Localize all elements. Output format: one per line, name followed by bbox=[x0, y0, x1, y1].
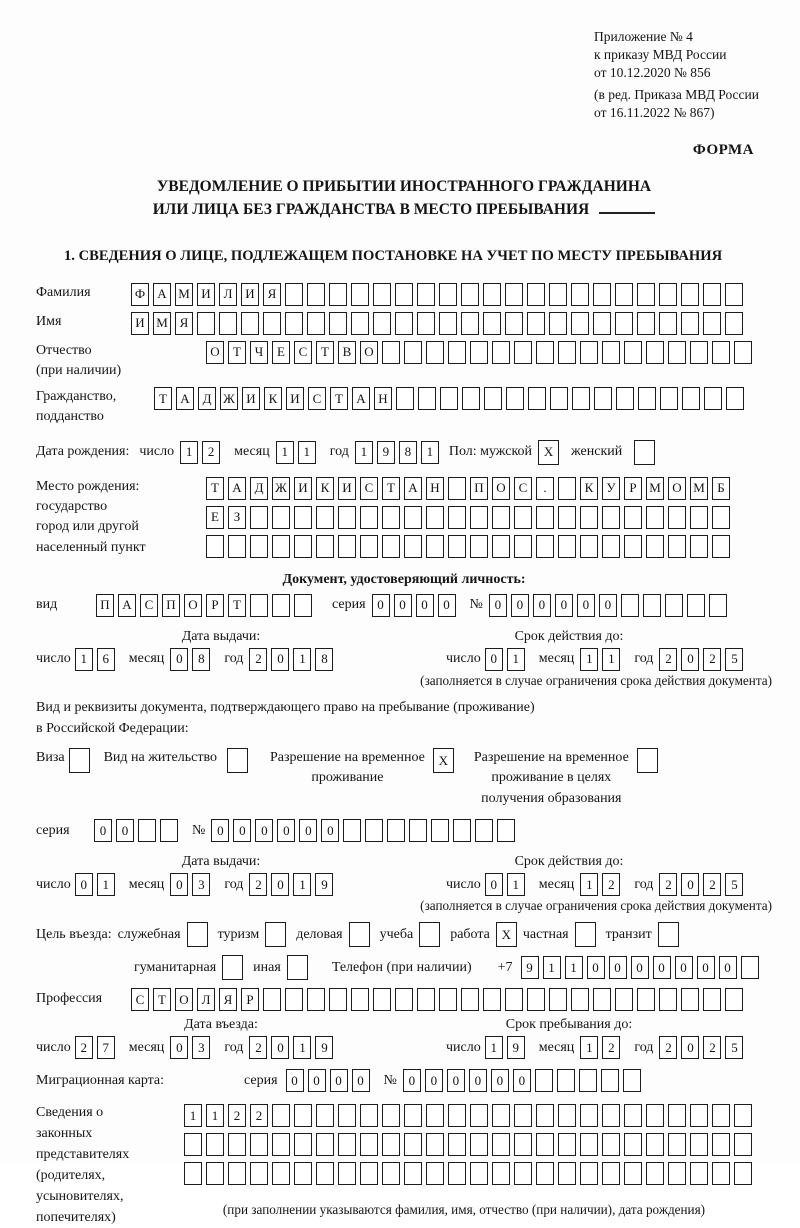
permit-number-label: № bbox=[192, 822, 206, 838]
permit-valid-day-input[interactable]: 0 1 bbox=[485, 873, 529, 896]
stay-month-label: месяц bbox=[538, 1039, 575, 1055]
phone-input[interactable]: 9 1 1 0 0 0 0 0 0 0 bbox=[521, 956, 763, 979]
permit-issue-date-heading: Дата выдачи: bbox=[181, 854, 261, 870]
residence-permit-checkbox[interactable] bbox=[227, 748, 248, 773]
representatives-input-row1[interactable]: 1 1 2 2 bbox=[184, 1104, 756, 1127]
purpose-commercial-checkbox[interactable] bbox=[349, 922, 370, 947]
permit-issue-year-input[interactable]: 2 0 1 9 bbox=[249, 873, 337, 896]
given-name-label: Имя bbox=[36, 313, 62, 329]
purpose-private-checkbox[interactable] bbox=[575, 922, 596, 947]
entry-day-input[interactable]: 2 7 bbox=[75, 1036, 119, 1059]
doc-issue-year-label: год bbox=[224, 651, 244, 667]
residence-doc-intro: Вид и реквизиты документа, подтверждающего право на пребывание (проживание) в Российской Федерации: bbox=[36, 699, 535, 737]
permit-issue-year-label: год bbox=[224, 876, 244, 892]
purpose-humanitarian-label: гуманитарная bbox=[134, 959, 217, 975]
given-name-input[interactable]: И М Я bbox=[131, 312, 747, 335]
appendix-line: к приказу МВД России bbox=[594, 46, 727, 62]
patronymic-note: (при наличии) bbox=[36, 362, 122, 378]
birthplace-input-row1[interactable]: Т А Д Ж И К И С Т А Н П О С . К У Р М О М Б bbox=[206, 477, 734, 500]
doc-valid-day-label: число bbox=[446, 651, 481, 667]
entry-month-label: месяц bbox=[128, 1039, 165, 1055]
purpose-tourism-checkbox[interactable] bbox=[265, 922, 286, 947]
doc-valid-month-input[interactable]: 1 1 bbox=[580, 648, 624, 671]
sex-male-label: Пол: мужской bbox=[448, 444, 533, 460]
purpose-private-label: частная bbox=[522, 926, 569, 942]
residence-permit-label: Вид на жительство bbox=[103, 750, 217, 766]
surname-input[interactable]: Ф А М И Л И Я bbox=[131, 283, 747, 306]
purpose-tourism-label: туризм bbox=[217, 926, 260, 942]
entry-date-heading: Дата въезда: bbox=[184, 1017, 258, 1033]
patronymic-label: Отчество (при наличии) bbox=[36, 341, 206, 382]
sex-female-checkbox[interactable] bbox=[634, 440, 655, 465]
permit-valid-year-label: год bbox=[634, 876, 654, 892]
entry-month-input[interactable]: 0 3 bbox=[170, 1036, 214, 1059]
form-title-line2: ИЛИ ЛИЦА БЕЗ ГРАЖДАНСТВА В МЕСТО ПРЕБЫВАНИЯ bbox=[152, 201, 590, 219]
entry-year-input[interactable]: 2 0 1 9 bbox=[249, 1036, 337, 1059]
stay-day-input[interactable]: 1 9 bbox=[485, 1036, 529, 1059]
permit-valid-day-label: число bbox=[446, 876, 481, 892]
stay-year-label: год bbox=[634, 1039, 654, 1055]
purpose-humanitarian-checkbox[interactable] bbox=[222, 955, 243, 980]
sex-female-label: женский bbox=[571, 444, 623, 460]
doc-valid-year-label: год bbox=[634, 651, 654, 667]
doc-issue-month-label: месяц bbox=[128, 651, 165, 667]
purpose-transit-label: транзит bbox=[605, 926, 652, 942]
permit-seriya-input[interactable]: 0 0 bbox=[94, 819, 182, 842]
doc-valid-day-input[interactable]: 0 1 bbox=[485, 648, 529, 671]
birth-year-label: год bbox=[329, 444, 349, 460]
visa-label: Виза bbox=[36, 750, 65, 766]
patronymic-input[interactable]: О Т Ч Е С Т В О bbox=[206, 341, 756, 364]
birth-month-input[interactable]: 1 1 bbox=[276, 441, 320, 464]
doc-issue-day-label: число bbox=[36, 651, 71, 667]
profession-input[interactable]: С Т О Л Я Р bbox=[131, 988, 747, 1011]
entry-year-label: год bbox=[224, 1039, 244, 1055]
edu-residence-permit-checkbox[interactable] bbox=[637, 748, 658, 773]
purpose-work-checkbox[interactable]: X bbox=[496, 922, 517, 947]
visa-checkbox[interactable] bbox=[69, 748, 90, 773]
form-title-line1: УВЕДОМЛЕНИЕ О ПРИБЫТИИ ИНОСТРАННОГО ГРАЖДАНИНА bbox=[156, 178, 652, 196]
citizenship-input[interactable]: Т А Д Ж И К И С Т А Н bbox=[154, 387, 748, 410]
doc-validity-note: (заполняется в случае ограничения срока действия документа) bbox=[420, 672, 772, 688]
permit-seriya-label: серия bbox=[36, 822, 70, 838]
title-blank-underline bbox=[599, 198, 655, 214]
doc-valid-until-heading: Срок действия до: bbox=[514, 628, 624, 644]
purpose-work-label: работа bbox=[450, 926, 490, 942]
purpose-label: Цель въезда: bbox=[36, 926, 112, 942]
permit-issue-day-label: число bbox=[36, 876, 71, 892]
stay-day-label: число bbox=[446, 1039, 481, 1055]
temp-residence-permit-label: Разрешение на временное проживание bbox=[269, 750, 425, 786]
permit-valid-month-input[interactable]: 1 2 bbox=[580, 873, 624, 896]
permit-valid-year-input[interactable]: 2 0 2 5 bbox=[659, 873, 747, 896]
phone-label: Телефон (при наличии) bbox=[331, 959, 472, 975]
stay-until-heading: Срок пребывания до: bbox=[505, 1017, 633, 1033]
appendix-line: Приложение № 4 bbox=[594, 29, 693, 44]
representatives-input-row3[interactable] bbox=[184, 1162, 756, 1185]
purpose-other-label: иная bbox=[253, 959, 281, 975]
doc-type-input[interactable]: П А С П О Р Т bbox=[96, 594, 316, 617]
doc-number-input[interactable]: 0 0 0 0 0 0 bbox=[489, 594, 731, 617]
birth-month-label: месяц bbox=[234, 444, 270, 460]
doc-issue-day-input[interactable]: 1 6 bbox=[75, 648, 119, 671]
identity-doc-heading: Документ, удостоверяющий личность: bbox=[282, 571, 526, 587]
permit-valid-until-heading: Срок действия до: bbox=[514, 854, 624, 870]
purpose-study-checkbox[interactable] bbox=[419, 922, 440, 947]
appendix-header bbox=[594, 28, 772, 122]
form-title bbox=[36, 175, 772, 222]
doc-number-label: № bbox=[469, 597, 483, 613]
amendment-line: (в ред. Приказа МВД России bbox=[594, 87, 759, 103]
permit-number-input[interactable]: 0 0 0 0 0 0 bbox=[211, 819, 519, 842]
doc-issue-month-input[interactable]: 0 8 bbox=[170, 648, 214, 671]
birth-year-input[interactable]: 1 9 8 1 bbox=[355, 441, 443, 464]
birthdate-label: Дата рождения: bbox=[36, 444, 130, 460]
doc-seriya-label: серия bbox=[332, 597, 366, 613]
purpose-business-label: служебная bbox=[117, 926, 181, 942]
doc-seriya-input[interactable]: 0 0 0 0 bbox=[372, 594, 460, 617]
surname-label: Фамилия bbox=[36, 284, 91, 300]
doc-type-label: вид bbox=[36, 597, 58, 613]
birthplace-label: Место рождения: государство город или другой населенный пункт bbox=[36, 478, 146, 555]
birth-day-input[interactable]: 1 2 bbox=[180, 441, 224, 464]
representatives-note: (при заполнении указываются фамилия, имя, отчество (при наличии), дата рождения) bbox=[222, 1202, 706, 1218]
permit-validity-note: (заполняется в случае ограничения срока действия документа) bbox=[420, 898, 772, 914]
amendment-line: от 16.11.2022 № 867) bbox=[594, 105, 715, 121]
citizenship-label: Гражданство, подданство bbox=[36, 389, 117, 425]
entry-day-label: число bbox=[36, 1039, 71, 1055]
permit-issue-day-input[interactable]: 0 1 bbox=[75, 873, 119, 896]
representatives-input-row2[interactable] bbox=[184, 1133, 756, 1156]
migration-card-label: Миграционная карта: bbox=[36, 1072, 165, 1088]
birthplace-input-row2[interactable]: Е З bbox=[206, 506, 734, 529]
doc-valid-month-label: месяц bbox=[538, 651, 575, 667]
purpose-transit-checkbox[interactable] bbox=[658, 922, 679, 947]
migcard-seriya-input[interactable]: 0 0 0 0 bbox=[286, 1069, 374, 1092]
migcard-number-label: № bbox=[383, 1072, 397, 1088]
purpose-study-label: учеба bbox=[379, 926, 414, 942]
temp-residence-permit-checkbox[interactable]: X bbox=[433, 748, 454, 773]
doc-issue-date-heading: Дата выдачи: bbox=[181, 628, 261, 644]
profession-label: Профессия bbox=[36, 991, 103, 1007]
doc-issue-year-input[interactable]: 2 0 1 8 bbox=[249, 648, 337, 671]
purpose-business-checkbox[interactable] bbox=[187, 922, 208, 947]
doc-valid-year-input[interactable]: 2 0 2 5 bbox=[659, 648, 747, 671]
permit-valid-month-label: месяц bbox=[538, 876, 575, 892]
phone-prefix: +7 bbox=[497, 959, 513, 975]
edu-residence-permit-label: Разрешение на временное проживание в целях получения образования bbox=[473, 750, 629, 806]
migcard-seriya-label: серия bbox=[244, 1072, 278, 1088]
stay-year-input[interactable]: 2 0 2 5 bbox=[659, 1036, 747, 1059]
representatives-label: Сведения о законных представителях (родителях, усыновителях, попечителях) bbox=[36, 1105, 130, 1226]
permit-issue-month-input[interactable]: 0 3 bbox=[170, 873, 214, 896]
birthplace-input-row3[interactable] bbox=[206, 535, 734, 558]
stay-month-input[interactable]: 1 2 bbox=[580, 1036, 624, 1059]
purpose-other-checkbox[interactable] bbox=[287, 955, 308, 980]
form-label: ФОРМА bbox=[692, 142, 754, 159]
sex-male-checkbox[interactable]: X bbox=[538, 440, 559, 465]
purpose-commercial-label: деловая bbox=[296, 926, 343, 942]
permit-issue-month-label: месяц bbox=[128, 876, 165, 892]
section1-heading: 1. СВЕДЕНИЯ О ЛИЦЕ, ПОДЛЕЖАЩЕМ ПОСТАНОВКЕ НА УЧЕТ ПО МЕСТУ ПРЕБЫВАНИЯ bbox=[64, 247, 723, 264]
birth-day-label: число bbox=[139, 444, 175, 460]
appendix-line: от 10.12.2020 № 856 bbox=[594, 64, 711, 80]
migcard-number-input[interactable]: 0 0 0 0 0 0 bbox=[403, 1069, 645, 1092]
